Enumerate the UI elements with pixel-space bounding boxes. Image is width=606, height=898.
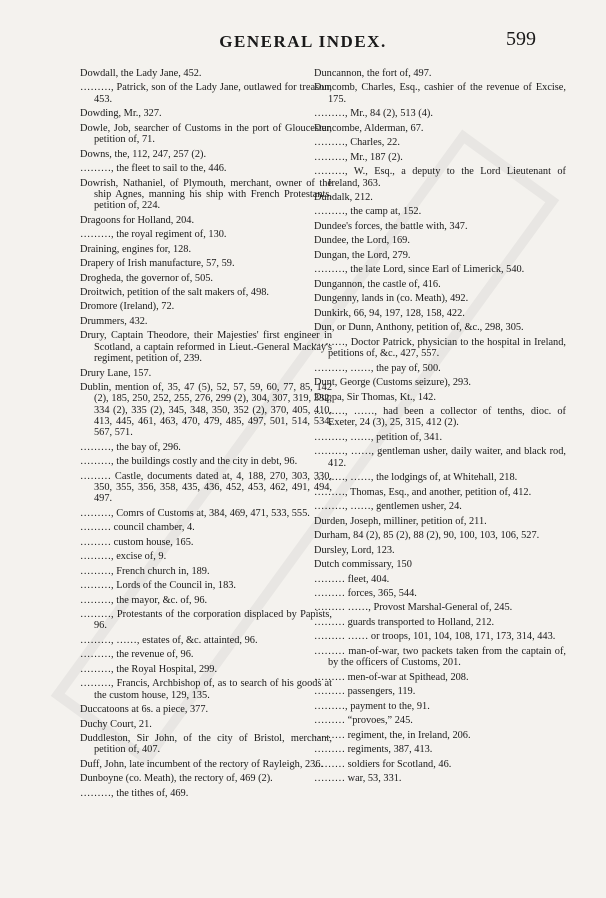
index-entry: Dunt, George (Customs seizure), 293.: [314, 377, 471, 389]
index-entry: ……… passengers, 119.: [314, 686, 416, 698]
index-entry: ……… fleet, 404.: [314, 573, 390, 585]
running-title: GENERAL INDEX.: [219, 32, 387, 51]
index-entry: ………, Mr., 84 (2), 513 (4).: [314, 108, 433, 120]
index-entry: Duchy Court, 21.: [80, 718, 152, 730]
index-entry: ……… “provoes,” 245.: [314, 715, 413, 727]
index-entry: Dowding, Mr., 327.: [80, 108, 162, 120]
index-entry: Dublin, mention of, 35, 47 (5), 52, 57, 59, 60, 77, 85, 142 (2), 185, 250, 252, 255, 276, 299 (2), 304, 307, 319, 332, 334 (2), 335 (2), 345, 348, 350, 352 (2), 370, 405, 410, 413, 445, 461, 463, 470, 479, 485, 497, 501, 514, 534, 567, 571.: [80, 382, 332, 439]
index-entry: Drogheda, the governor of, 505.: [80, 272, 213, 284]
index-entry: ……… custom house, 165.: [80, 536, 194, 548]
index-entry: ……… ……, Provost Marshal-General of, 245.: [314, 602, 513, 614]
index-entry: ………, Francis, Archbishop of, as to search of his goods at the custom house, 129, 135.: [80, 678, 332, 701]
index-entry: Dundee's forces, the battle with, 347.: [314, 220, 468, 232]
index-entry: ………, the revenue of, 96.: [80, 649, 194, 661]
index-entry: Dunboyne (co. Meath), the rectory of, 469 (2).: [80, 773, 273, 785]
index-entry: Duddleston, Sir John, of the city of Bristol, merchant, petition of, 407.: [80, 733, 332, 756]
index-entry: Dungannon, the castle of, 416.: [314, 278, 441, 290]
index-entry: ………, Comrs of Customs at, 384, 469, 471, 533, 555.: [80, 507, 310, 519]
index-entry: Dutch commissary, 150: [314, 559, 412, 571]
index-entry: ………, ……, estates of, &c. attainted, 96.: [80, 634, 258, 646]
index-entry: ………, ……, had been a collector of tenths, dioc. of Exeter, 24 (3), 25, 315, 412 (2).: [314, 406, 566, 429]
index-entry: ……… men-of-war at Spithead, 208.: [314, 671, 469, 683]
page-number: 599: [506, 28, 536, 50]
index-entry: ………, the tithes of, 469.: [80, 787, 189, 799]
index-entry: Duppa, Sir Thomas, Kt., 142.: [314, 391, 436, 403]
index-entry: ……… man-of-war, two packets taken from the captain of, by the officers of Customs, 201.: [314, 645, 566, 669]
index-entry: Dowdall, the Lady Jane, 452.: [80, 68, 202, 79]
index-entry: ………, the mayor, &c. of, 96.: [80, 594, 208, 606]
index-entry: Dun, or Dunn, Anthony, petition of, &c., 298, 305.: [314, 322, 524, 334]
index-entry: ………, the Royal Hospital, 299.: [80, 663, 218, 675]
index-entry: Drury, Captain Theodore, their Majesties' first engineer in Scotland, a captain reformed in Lieut.-General Mackay's regiment, petition of, 239.: [80, 330, 332, 365]
index-entry: ………, ……, the pay of, 500.: [314, 362, 441, 374]
index-entry: ………, ……, petition of, 341.: [314, 431, 443, 443]
index-entry: ………, the royal regiment of, 130.: [80, 229, 227, 241]
index-entry: ……… …… or troops, 101, 104, 108, 171, 173, 314, 443.: [314, 631, 556, 643]
index-entry: Duncomb, Charles, Esq., cashier of the revenue of Excise, 175.: [314, 82, 566, 105]
index-entry: Dromore (Ireland), 72.: [80, 301, 175, 313]
index-entry: ……… Castle, documents dated at, 4, 188, 270, 303, 330, 350, 355, 356, 358, 435, 436, 452, 453, 462, 491, 494, 497.: [80, 470, 332, 505]
index-column-left: [80, 68, 332, 802]
index-entry: ……… war, 53, 331.: [314, 773, 402, 785]
index-entry: Droitwich, petition of the salt makers of, 498.: [80, 287, 270, 298]
index-entry: ………, Lords of the Council in, 183.: [80, 580, 237, 592]
index-entry: Draining, engines for, 128.: [80, 243, 192, 255]
index-entry: Duncombe, Alderman, 67.: [314, 122, 424, 134]
page-header: [0, 28, 606, 56]
index-entry: Durden, Joseph, milliner, petition of, 211.: [314, 515, 487, 527]
index-entry: ………, Protestants of the corporation displaced by Papists, 96.: [80, 609, 332, 632]
index-entry: ………, ……, gentlemen usher, 24.: [314, 501, 462, 513]
index-entry: ………, the buildings costly and the city in debt, 96.: [80, 456, 298, 468]
index-entry: ………, Charles, 22.: [314, 137, 400, 149]
index-entry: Duff, John, late incumbent of the rectory of Rayleigh, 236.: [80, 758, 324, 770]
index-entry: Dundee, the Lord, 169.: [314, 235, 410, 247]
index-entry: ……… regiments, 387, 413.: [314, 744, 433, 756]
index-entry: ……… forces, 365, 544.: [314, 587, 417, 599]
index-entry: ……… guards transported to Holland, 212.: [314, 616, 495, 628]
index-entry: ………, Mr., 187 (2).: [314, 151, 403, 163]
index-entry: Dungenny, lands in (co. Meath), 492.: [314, 293, 469, 305]
index-entry: Dundalk, 212.: [314, 191, 373, 203]
index-entry: ………, excise of, 9.: [80, 551, 167, 563]
index-entry: ………, ……, the lodgings of, at Whitehall, 218.: [314, 472, 518, 484]
index-entry: ……… council chamber, 4.: [80, 522, 195, 534]
index-entry: ………, Patrick, son of the Lady Jane, outlawed for treason, 453.: [80, 82, 332, 105]
index-entry: ………, French church in, 189.: [80, 565, 210, 577]
index-entry: Dursley, Lord, 123.: [314, 544, 395, 556]
index-entry: ……… soldiers for Scotland, 46.: [314, 758, 452, 770]
index-entry: Drapery of Irish manufacture, 57, 59.: [80, 258, 235, 270]
index-entry: Duccatoons at 6s. a piece, 377.: [80, 704, 209, 716]
index-entry: ……… regiment, the, in Ireland, 206.: [314, 729, 471, 741]
index-column-right: [314, 68, 566, 788]
index-entry: ………, Doctor Patrick, physician to the hospital in Ireland, petitions of, &c., 427, 557.: [314, 336, 566, 360]
index-entry: ………, the bay of, 296.: [80, 441, 181, 453]
index-entry: ………, ……, gentleman usher, daily waiter, and black rod, 412.: [314, 446, 566, 469]
index-entry: Dungan, the Lord, 279.: [314, 249, 411, 261]
index-entry: ………, Thomas, Esq., and another, petition of, 412.: [314, 486, 532, 498]
index-entry: Dunkirk, 66, 94, 197, 128, 158, 422.: [314, 307, 465, 319]
index-entry: Drury Lane, 157.: [80, 367, 152, 379]
index-entry: Dowle, Job, searcher of Customs in the port of Gloucester, petition of, 71.: [80, 122, 332, 146]
index-entry: ………, W., Esq., a deputy to the Lord Lieutenant of Ireland, 363.: [314, 166, 566, 189]
index-entry: ………, the late Lord, since Earl of Limerick, 540.: [314, 264, 525, 276]
index-entry: Downs, the, 112, 247, 257 (2).: [80, 148, 207, 160]
index-entry: ………, the fleet to sail to the, 446.: [80, 163, 227, 175]
index-entry: ………, payment to the, 91.: [314, 700, 430, 712]
index-entry: Durham, 84 (2), 85 (2), 88 (2), 90, 100, 103, 106, 527.: [314, 530, 540, 542]
index-entry: Duncannon, the fort of, 497.: [314, 68, 432, 79]
index-entry: ………, the camp at, 152.: [314, 206, 422, 218]
index-entry: Dowrish, Nathaniel, of Plymouth, merchant, owner of the ship Agnes, manning his ship with French Protestants, petition of, 224.: [80, 177, 332, 212]
index-entry: Dragoons for Holland, 204.: [80, 214, 195, 226]
index-entry: Drummers, 432.: [80, 315, 148, 327]
